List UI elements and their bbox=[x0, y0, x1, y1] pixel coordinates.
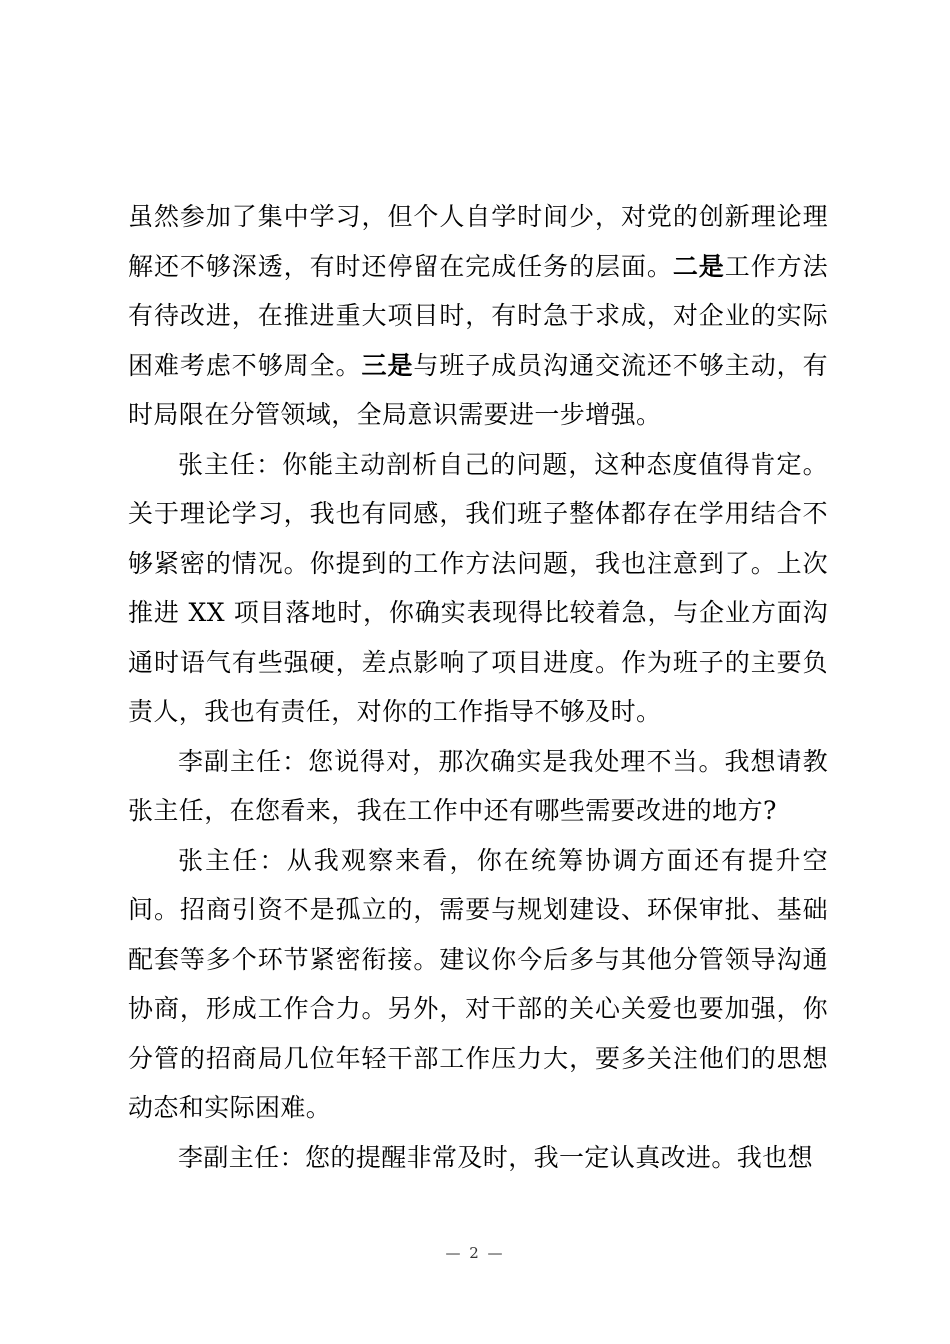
paragraph-zhang-advice bbox=[128, 836, 828, 1133]
paragraph-text: 李副主任：您说得对，那次确实是我处理不当。我想请教张主任，在您看来，我在工作中还有哪些需要改进的地方? bbox=[128, 746, 828, 825]
bold-marker-third: 三是 bbox=[361, 350, 414, 380]
paragraph-li-reply bbox=[128, 1133, 828, 1183]
paragraph-text: 虽然参加了集中学习，但个人自学时间少，对党的创新理论理解还不够深透，有时还停留在完成任务的层面。 bbox=[128, 202, 828, 281]
paragraph-zhang-response bbox=[128, 440, 828, 737]
paragraph-text: 张主任：你能主动剖析自己的问题，这种态度值得肯定。关于理论学习，我也有同感，我们班子整体都存在学用结合不够紧密的情况。你提到的工作方法问题，我也注意到了。上次推进 XX 项目落地时，你确实表现得比较着急，与企业方面沟通时语气有些强硬，差点影响了项目进度。作为班子的主要负责人，我也有责任，对你的工作指导不够及时。 bbox=[128, 449, 828, 726]
paragraph-text: 李副主任：您的提醒非常及时，我一定认真改进。我也想 bbox=[178, 1142, 814, 1172]
paragraph-text: 张主任：从我观察来看，你在统筹协调方面还有提升空间。招商引资不是孤立的，需要与规划建设、环保审批、基础配套等多个环节紧密衔接。建议你今后多与其他分管领导沟通协商，形成工作合力。另外，对干部的关心关爱也要加强，你分管的招商局几位年轻干部工作压力大，要多关注他们的思想动态和实际困难。 bbox=[128, 845, 828, 1122]
page-number: — 2 — bbox=[445, 1244, 505, 1262]
paragraph-continued-self-critique bbox=[128, 192, 828, 440]
document-body bbox=[128, 192, 828, 1182]
bold-marker-second: 二是 bbox=[672, 251, 725, 281]
paragraph-text: 与班子成员沟通交流还不够主动，有时局限在分管领域，全局意识需要进一步增强。 bbox=[128, 350, 828, 429]
paragraph-li-question bbox=[128, 737, 828, 836]
paragraph-text: 工作方法有待改进，在推进重大项目时，有时急于求成，对企业的实际困难考虑不够周全。 bbox=[128, 251, 828, 380]
